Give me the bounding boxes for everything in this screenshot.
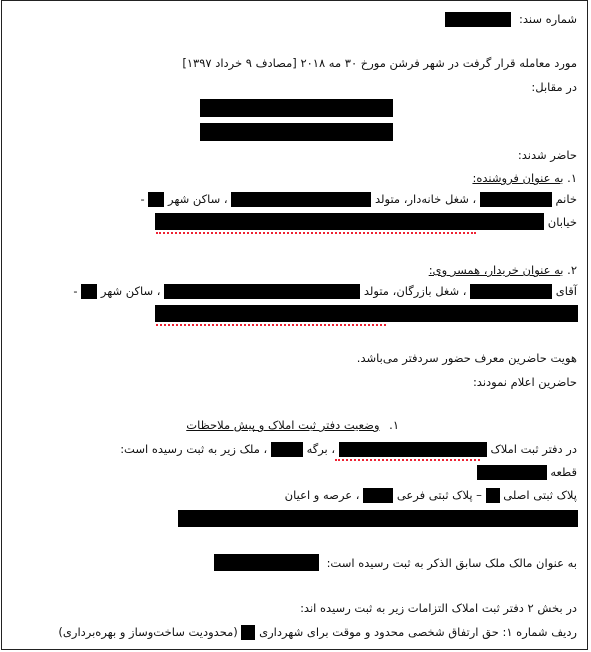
owner-redaction (214, 554, 319, 571)
seller-heading-text: به عنوان فروشنده: (472, 171, 564, 185)
doc-number-redaction (445, 12, 511, 27)
seller-dash: - (140, 192, 145, 206)
declare-line: حاضرین اعلام نمودند: (472, 375, 577, 389)
municipality-redaction (241, 625, 255, 640)
row1-restriction: (محدودیت ساخت‌وساز و بهره‌برداری) (58, 625, 238, 639)
seller-street-redaction (155, 213, 544, 230)
doc-number-label: شماره سند: (518, 12, 577, 26)
seller-heading (472, 171, 577, 185)
counterpart-label: در مقابل: (531, 80, 577, 94)
owner-row (327, 556, 577, 570)
buyer-name-redaction (470, 284, 552, 299)
registry-row-1 (120, 442, 577, 457)
seller-name-redaction (480, 192, 552, 207)
registry-row-3 (285, 488, 577, 503)
buyer-occupation: ، شغل بازرگان، متولد (363, 284, 467, 298)
registry-row-2 (477, 465, 577, 480)
main-plate-label: پلاک ثبتی اصلی (503, 488, 577, 502)
row1-text: ردیف شماره ۱: حق ارتفاق شخصی محدود و موقت برای شهرداری (259, 625, 577, 639)
registry-label: در دفتر ثبت املاک (490, 442, 577, 456)
buyer-title: آقای (555, 284, 577, 298)
seller-city-redaction (148, 192, 164, 207)
buyer-dash: - (73, 284, 78, 298)
sub-plate-redaction (363, 488, 393, 503)
land-building-text: ، عرصه و اعیان (284, 488, 360, 502)
buyer-heading-text: به عنوان خریدار، همسر وی: (428, 263, 564, 277)
notary-redaction-1 (200, 99, 393, 117)
registry-sheet-label: ، برگه (306, 442, 336, 456)
buyer-street-redaction (155, 305, 578, 322)
spellcheck-underline (156, 322, 386, 326)
present-label: حاضر شدند: (517, 148, 577, 162)
registry-office-redaction (339, 442, 487, 457)
title-line: مورد معامله قرار گرفت در شهر فرشن مورخ ۳۰ مه ۲۰۱۸ [مصادف ۹ خرداد ۱۳۹۷] (182, 56, 577, 70)
doc-number-row (445, 12, 577, 27)
seller-details-row (141, 192, 578, 207)
parcel-label: قطعه (550, 465, 577, 479)
seller-street-label: خیابان (547, 215, 577, 229)
identity-line: هویت حاضرین معرف حضور سردفتر می‌باشد. (356, 351, 577, 365)
buyer-birth-redaction (164, 284, 360, 299)
spellcheck-underline (335, 457, 480, 461)
sub-plate-label: – پلاک ثبتی فرعی (396, 488, 482, 502)
row1-line (58, 625, 577, 640)
seller-residence: ، ساکن شهر (167, 192, 228, 206)
parcel-redaction (477, 465, 547, 480)
spellcheck-underline (156, 230, 476, 234)
buyer-heading-number: ۲. (567, 263, 577, 277)
seller-occupation: ، شغل خانه‌دار، متولد (374, 192, 477, 206)
property-description-redaction (178, 510, 578, 527)
notary-redaction-2 (200, 123, 393, 141)
buyer-residence: ، ساکن شهر (100, 284, 161, 298)
owner-line-text: به عنوان مالک ملک سابق الذکر به ثبت رسیده است: (326, 556, 577, 570)
main-plate-redaction (486, 488, 500, 503)
buyer-heading (429, 263, 577, 277)
registry-registered-text: ، ملک زیر به ثبت رسیده است: (120, 442, 268, 456)
part2-line: در بخش ۲ دفتر ثبت املاک التزامات زیر به ثبت رسیده اند: (300, 601, 577, 615)
seller-birth-redaction (231, 192, 371, 207)
registry-sheet-redaction (271, 442, 303, 457)
seller-heading-number: ۱. (567, 171, 577, 185)
seller-street-row (548, 215, 577, 229)
section-1-heading (186, 418, 399, 432)
section-1-title: وضعیت دفتر ثبت املاک و پیش ملاحظات (186, 418, 380, 432)
seller-title: خانم (555, 192, 577, 206)
section-1-number: ۱. (389, 418, 399, 432)
buyer-city-redaction (81, 284, 97, 299)
buyer-details-row (73, 284, 577, 299)
